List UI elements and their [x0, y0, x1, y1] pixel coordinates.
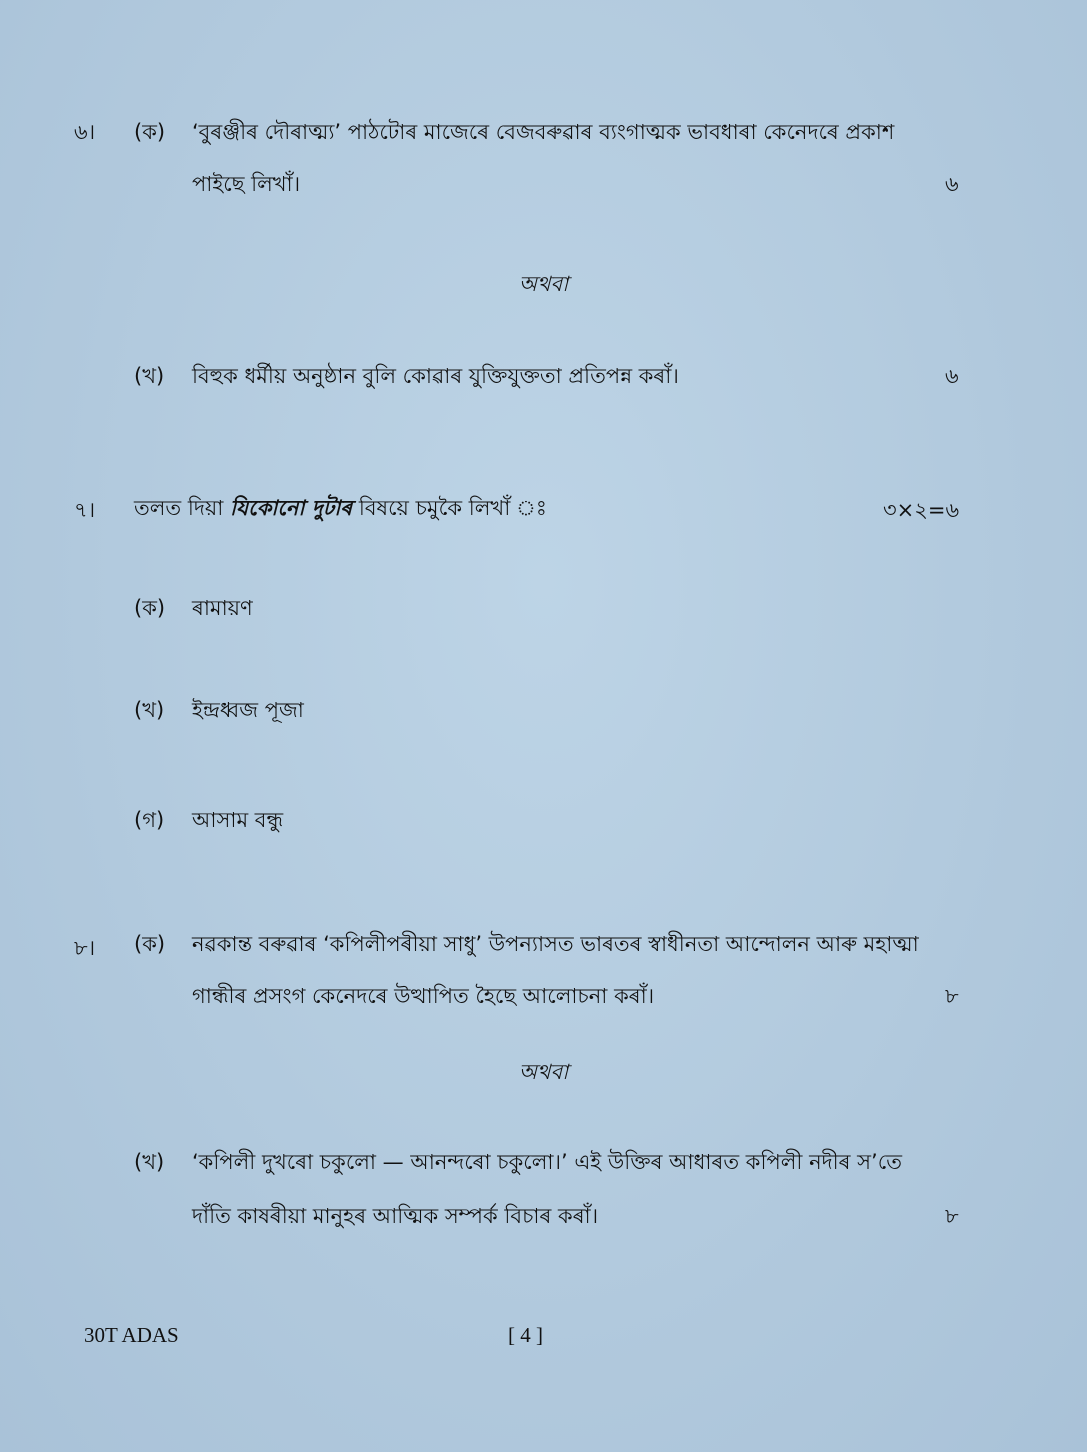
question-8b-label: (খ)	[134, 1150, 165, 1174]
question-6-number: ৬।	[74, 120, 96, 144]
question-6a-label: (ক)	[134, 120, 166, 144]
question-8a-line1: নৱকান্ত বৰুৱাৰ ‘কপিলীপৰীয়া সাধু’ উপন্যাসত ভাৰতৰ স্বাধীনতা আন্দোলন আৰু মহাত্মা	[192, 932, 919, 956]
question-8b-marks: ৮	[945, 1204, 959, 1228]
question-6a-line2: পাইছে লিখাঁ।	[192, 172, 301, 196]
question-8b-line1: ‘কপিলী দুখৰো চকুলো — আনন্দৰো চকুলো।’ এই উক্তিৰ আধাৰত কপিলী নদীৰ স’তে	[192, 1150, 902, 1174]
question-7-item-label: (খ)	[134, 698, 165, 722]
question-7-intro-pre: তলত দিয়া	[134, 496, 224, 520]
question-7-intro-post: বিষয়ে চমুকৈ লিখাঁ ঃ	[358, 496, 547, 520]
question-6a-marks: ৬	[945, 172, 959, 196]
question-8a-label: (ক)	[134, 932, 166, 956]
question-7-item-label: (ক)	[134, 596, 166, 620]
question-7-item-text: ৰামায়ণ	[192, 596, 253, 620]
question-8-or: অথবা	[518, 1060, 569, 1084]
question-7-item-text: ইন্দ্ৰধ্বজ পূজা	[192, 698, 304, 722]
question-7-intro-emphasis: যিকোনো দুটাৰ	[230, 496, 353, 520]
question-6a-line1: ‘বুৰঞ্জীৰ দৌৰাত্ম্য’ পাঠটোৰ মাজেৰে বেজবৰুৱাৰ ব্যংগাত্মক ভাবধাৰা কেনেদৰে প্ৰকাশ	[192, 120, 895, 144]
footer-paper-code: 30T ADAS	[84, 1323, 179, 1347]
question-6b-marks: ৬	[945, 364, 959, 388]
question-6b-label: (খ)	[134, 364, 165, 388]
question-8a-line2: গান্ধীৰ প্ৰসংগ কেনেদৰে উত্থাপিত হৈছে আলোচনা কৰাঁ।	[192, 984, 655, 1008]
question-8a-marks: ৮	[945, 984, 959, 1008]
question-8-number: ৮।	[74, 936, 96, 960]
question-7-number: ৭।	[74, 498, 96, 522]
footer-page-number: [ 4 ]	[508, 1323, 543, 1347]
question-6b-line1: বিহুক ধৰ্মীয় অনুষ্ঠান বুলি কোৱাৰ যুক্তিযুক্ততা প্ৰতিপন্ন কৰাঁ।	[192, 364, 679, 388]
question-7-item-label: (গ)	[134, 808, 165, 832]
question-7-marks: ৩×২=৬	[883, 498, 960, 522]
question-7-item-text: আসাম বন্ধু	[192, 808, 284, 832]
question-8b-line2: দাঁতি কাষৰীয়া মানুহৰ আত্মিক সম্পৰ্ক বিচাৰ কৰাঁ।	[192, 1204, 599, 1228]
question-7-intro	[134, 498, 547, 519]
question-6-or: অথবা	[518, 272, 569, 296]
